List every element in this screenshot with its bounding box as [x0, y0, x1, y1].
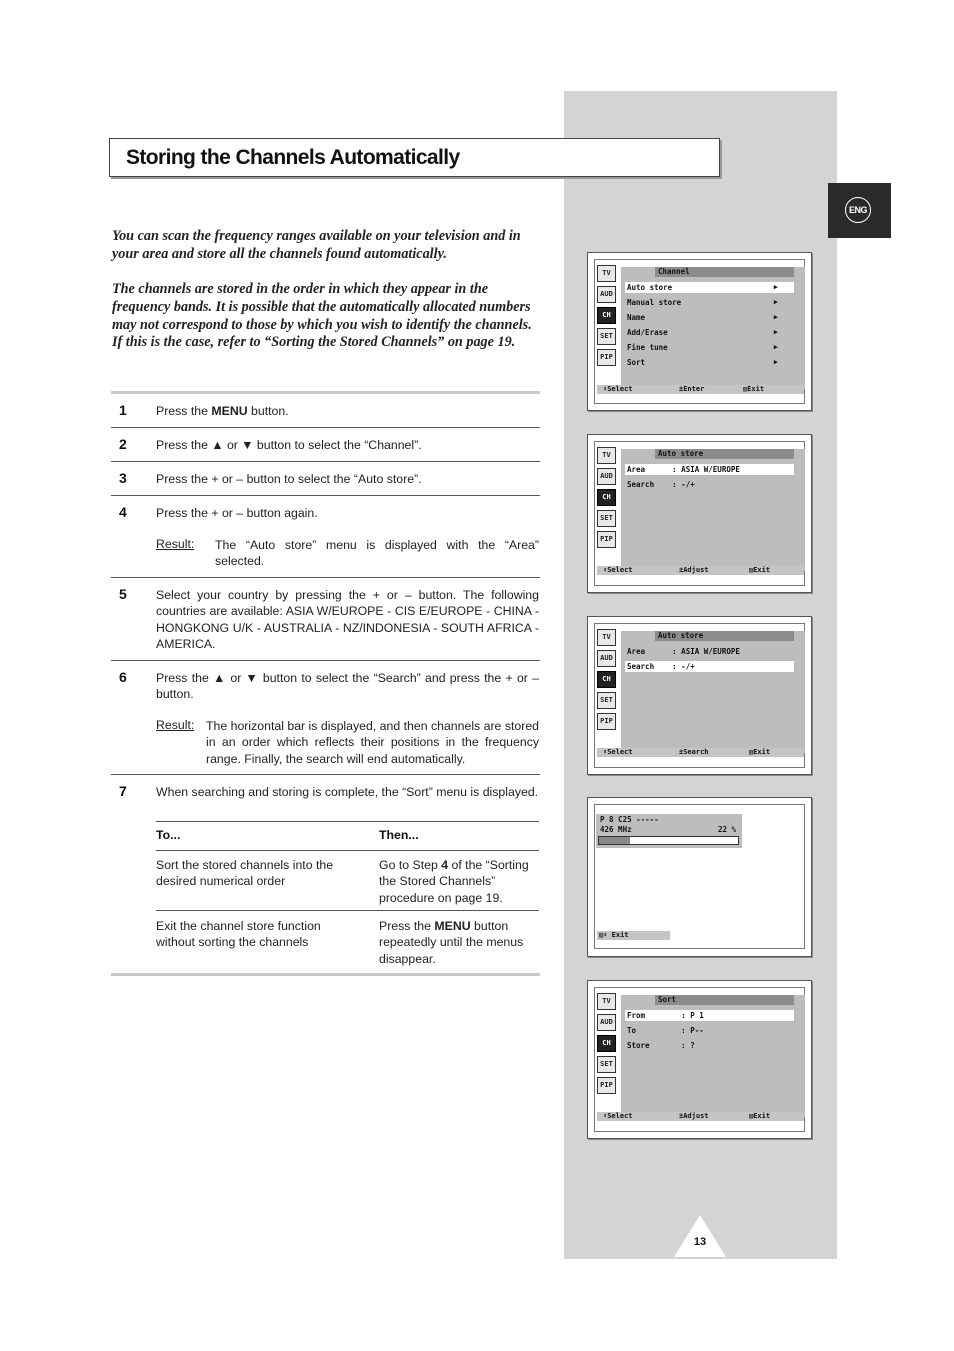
channel-icon: CH: [597, 1035, 616, 1052]
intro-paragraph-1: You can scan the frequency ranges available on your television and in your area and store all the channels found automatically.: [112, 228, 521, 262]
step-number: 4: [119, 504, 127, 520]
result-label: Result:: [156, 537, 195, 551]
osd-menu-title: Channel: [655, 267, 794, 277]
eng-badge: ENG: [845, 197, 871, 223]
table-header-rule: [156, 850, 539, 851]
progress-percent: 22 %: [717, 825, 736, 834]
table-header-to: To...: [156, 828, 181, 842]
setup-icon: SET: [597, 692, 616, 709]
title-box: [109, 138, 720, 177]
step-number: 5: [119, 586, 127, 602]
osd-menu-item: To : P--: [627, 1026, 704, 1035]
osd-footer: ⬍Select ±Adjust ▥Exit: [597, 566, 804, 575]
page-title: Storing the Channels Automatically: [126, 146, 460, 169]
step-number: 3: [119, 470, 127, 486]
tv-picture-icon: TV: [597, 265, 616, 282]
divider: [111, 461, 540, 462]
osd-menu-title: Sort: [655, 995, 794, 1005]
progress-bar-fill: [599, 837, 630, 844]
arrow-right-icon: ▶: [773, 358, 778, 366]
osd-menu-item: Name ▶: [627, 313, 778, 322]
divider: [111, 495, 540, 496]
osd-footer: ⬍Select ±Enter ▥Exit: [597, 385, 804, 394]
language-tab: [828, 183, 891, 238]
table-cell-to: Exit the channel store function without sorting the channels: [156, 919, 321, 950]
osd-menu-title: Auto store: [655, 631, 794, 641]
osd-menu-item: Store : ?: [627, 1041, 695, 1050]
osd-screen-search-progress: [587, 797, 812, 957]
channel-icon: CH: [597, 671, 616, 688]
divider: [111, 577, 540, 578]
pip-icon: PIP: [597, 713, 616, 730]
steps-bottom-rule: [111, 973, 540, 976]
step-number: 7: [119, 783, 127, 799]
sound-icon: AUD: [597, 1014, 616, 1031]
osd-menu: [621, 631, 805, 753]
tv-picture-icon: TV: [597, 447, 616, 464]
osd-footer: ▥⬍ Exit: [597, 931, 670, 940]
osd-menu: [621, 995, 805, 1117]
osd-menu-item: Add/Erase ▶: [627, 328, 778, 337]
result-label: Result:: [156, 718, 195, 732]
steps-top-rule: [111, 391, 540, 394]
progress-bar: [598, 836, 739, 845]
step-text: Press the ▲ or ▼ button to select the “Channel”.: [156, 438, 422, 452]
result-text: The “Auto store” menu is displayed with the “Area” selected.: [215, 538, 539, 569]
osd-icon-column: [597, 629, 618, 734]
osd-footer: ⬍Select ±Adjust ▥Exit: [597, 1112, 804, 1121]
step-text: Press the + or – button again.: [156, 506, 318, 520]
setup-icon: SET: [597, 328, 616, 345]
osd-icon-column: [597, 993, 618, 1098]
osd-menu-item: Area : ASIA W/EUROPE: [625, 464, 794, 475]
osd-menu-title: Auto store: [655, 449, 794, 459]
step-number: 1: [119, 402, 127, 418]
osd-menu-item: From : P 1: [625, 1010, 794, 1021]
channel-icon: CH: [597, 307, 616, 324]
osd-footer: ⬍Select ±Search ▥Exit: [597, 748, 804, 757]
osd-menu-item: Sort ▶: [627, 358, 778, 367]
divider: [111, 660, 540, 661]
arrow-right-icon: ▶: [773, 343, 778, 351]
frequency-readout: 426 MHz: [600, 825, 632, 834]
intro-paragraph-2: The channels are stored in the order in which they appear in the frequency bands. It is possible that the automatically allocated numbers may not correspond to those by which you wish to identify the channels. If this is the case, refer to “Sorting the Stored Channels” on page 19.: [112, 281, 532, 351]
step-number: 6: [119, 669, 127, 685]
page-number: 13: [693, 1236, 707, 1248]
arrow-right-icon: ▶: [773, 298, 778, 306]
table-row-rule: [156, 910, 539, 911]
table-top-rule: [156, 821, 539, 822]
osd-menu-item: Search : -/+: [625, 661, 794, 672]
osd-screen-channel: [587, 252, 812, 411]
arrow-right-icon: ▶: [773, 283, 778, 291]
sound-icon: AUD: [597, 286, 616, 303]
osd-icon-column: [597, 447, 618, 552]
osd-menu-item: Auto store ▶: [625, 282, 794, 293]
divider: [111, 427, 540, 428]
result-text: The horizontal bar is displayed, and then channels are stored in an order which reflects their positions in the frequency range. Finally, the search will end automatically.: [206, 719, 539, 766]
step-text: Press the ▲ or ▼ button to select the “Search” and press the + or – button.: [156, 671, 539, 702]
arrow-right-icon: ▶: [773, 328, 778, 336]
setup-icon: SET: [597, 1056, 616, 1073]
step-text: When searching and storing is complete, the “Sort” menu is displayed.: [156, 785, 539, 799]
setup-icon: SET: [597, 510, 616, 527]
osd-screen-auto-store-search: [587, 616, 812, 775]
arrow-right-icon: ▶: [773, 313, 778, 321]
step-text: Select your country by pressing the + or – button. The following countries are available: ASIA W/EUROPE - CIS E/EUROPE - CHINA - HONGKONG U/K - AUSTRALIA - NZ/INDONESIA - SOUTH AFRICA - AMERICA.: [156, 588, 539, 651]
table-header-then: Then...: [379, 828, 419, 842]
table-cell-then: Go to Step 4 of the “Sorting the Stored Channels” procedure on page 19.: [379, 858, 529, 905]
osd-screen-auto-store-area: [587, 434, 812, 593]
osd-icon-column: [597, 265, 618, 370]
step-text: Press the + or – button to select the “Auto store”.: [156, 472, 422, 486]
divider: [111, 774, 540, 775]
tv-picture-icon: TV: [597, 993, 616, 1010]
osd-screen-sort: [587, 980, 812, 1139]
step-text: Press the MENU button.: [156, 404, 289, 418]
progress-panel: [596, 814, 742, 848]
channel-readout: P 8 C25 -----: [600, 815, 659, 824]
table-cell-to: Sort the stored channels into the desired numerical order: [156, 858, 334, 889]
step-number: 2: [119, 436, 127, 452]
pip-icon: PIP: [597, 1077, 616, 1094]
pip-icon: PIP: [597, 349, 616, 366]
osd-menu-item: Manual store ▶: [627, 298, 778, 307]
osd-menu-item: Search : -/+: [627, 480, 695, 489]
table-cell-then: Press the MENU button repeatedly until the menus disappear.: [379, 919, 524, 966]
sound-icon: AUD: [597, 468, 616, 485]
tv-picture-icon: TV: [597, 629, 616, 646]
pip-icon: PIP: [597, 531, 616, 548]
osd-menu: [621, 449, 805, 571]
osd-menu: [621, 267, 805, 389]
channel-icon: CH: [597, 489, 616, 506]
sound-icon: AUD: [597, 650, 616, 667]
osd-menu-item: Area : ASIA W/EUROPE: [627, 647, 740, 656]
osd-menu-item: Fine tune ▶: [627, 343, 778, 352]
